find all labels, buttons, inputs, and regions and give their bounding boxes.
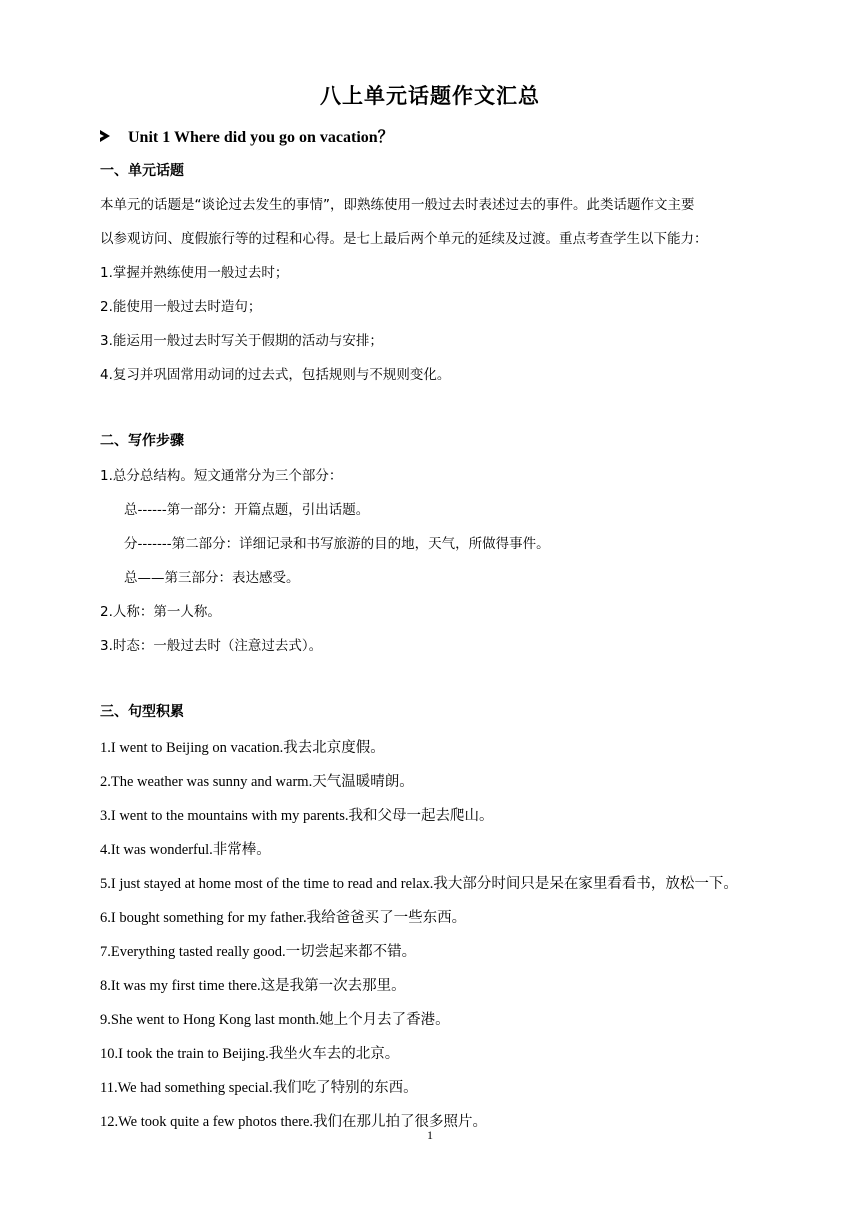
arrow-bullet-icon: [100, 130, 110, 142]
sentence-item: 5.I just stayed at home most of the time to read and relax.我大部分时间只是呆在家里看看书，放松一下。: [100, 876, 738, 892]
sentence-item: 6.I bought something for my father.我给爸爸买了一些东西。: [100, 910, 467, 926]
section-heading-sentences: 三、句型积累: [100, 704, 184, 720]
sentence-item: 7.Everything tasted really good.一切尝起来都不错。: [100, 944, 417, 960]
topic-list-item: 3.能运用一般过去时写关于假期的活动与安排；: [100, 333, 383, 349]
steps-list-item: 3.时态：一般过去时（注意过去式）。: [100, 638, 323, 654]
sentence-item: 9.She went to Hong Kong last month.她上个月去了香港。: [100, 1012, 450, 1028]
sentence-item: 1.I went to Beijing on vacation.我去北京度假。: [100, 740, 385, 756]
sentence-item: 10.I took the train to Beijing.我坐火车去的北京。: [100, 1046, 400, 1062]
unit-heading-text: Unit 1 Where did you go on vacation？: [128, 129, 394, 146]
section-heading-topic: 一、单元话题: [100, 163, 184, 179]
section-heading-steps: 二、写作步骤: [100, 433, 184, 449]
topic-list-item: 4.复习并巩固常用动词的过去式，包括规则与不规则变化。: [100, 367, 451, 383]
document-title: 八上单元话题作文汇总: [320, 84, 540, 108]
topic-list-item: 2.能使用一般过去时造句；: [100, 299, 262, 315]
sentence-item: 2.The weather was sunny and warm.天气温暖晴朗。: [100, 774, 414, 790]
steps-list-item: 1.总分总结构。短文通常分为三个部分：: [100, 468, 343, 484]
steps-list-item: 分-------第二部分：详细记录和书写旅游的目的地，天气，所做得事件。: [124, 536, 550, 552]
steps-list-item: 总------第一部分：开篇点题，引出话题。: [124, 502, 370, 518]
sentence-item: 8.It was my first time there.这是我第一次去那里。: [100, 978, 406, 994]
sentence-item: 4.It was wonderful.非常棒。: [100, 842, 271, 858]
steps-list-item: 2.人称：第一人称。: [100, 604, 221, 620]
topic-paragraph-line: 本单元的话题是“谈论过去发生的事情”，即熟练使用一般过去时表述过去的事件。此类话题作文主要: [100, 197, 695, 213]
sentence-item: 11.We had something special.我们吃了特别的东西。: [100, 1080, 418, 1096]
unit-heading: [100, 124, 394, 147]
topic-list-item: 1.掌握并熟练使用一般过去时；: [100, 265, 289, 281]
sentence-item: 12.We took quite a few photos there.我们在那儿拍了很多照片。: [100, 1114, 488, 1130]
sentence-item: 3.I went to the mountains with my parents.我和父母一起去爬山。: [100, 808, 494, 824]
topic-paragraph-line: 以参观访问、度假旅行等的过程和心得。是七上最后两个单元的延续及过渡。重点考查学生以下能力：: [100, 231, 708, 247]
steps-list-item: 总——第三部分：表达感受。: [124, 570, 300, 586]
page-number: 1: [427, 1128, 433, 1142]
